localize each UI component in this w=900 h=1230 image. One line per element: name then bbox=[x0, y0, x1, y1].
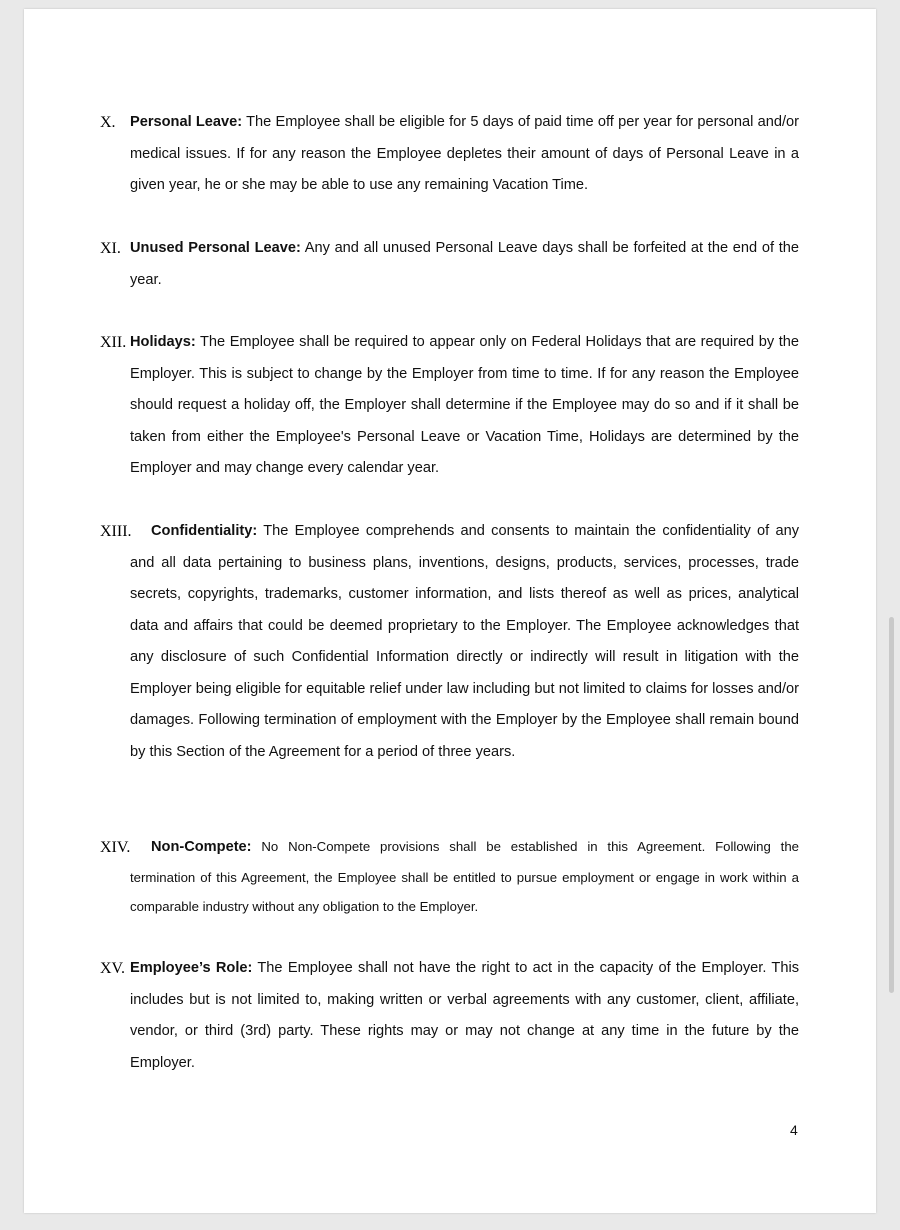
section-title: Non-Compete: bbox=[151, 839, 252, 855]
page-number: 4 bbox=[790, 1122, 798, 1138]
scrollbar-thumb[interactable] bbox=[889, 617, 894, 993]
section-body bbox=[130, 516, 799, 768]
section-body bbox=[130, 107, 799, 202]
section-numeral: X. bbox=[100, 114, 116, 131]
section-title: Confidentiality: bbox=[151, 523, 258, 539]
section-title: Holidays: bbox=[130, 334, 196, 350]
section-body bbox=[130, 953, 799, 1079]
section-text: The Employee shall not have the right to act in the capacity of the Employer. This includes but is not limited to, making written or verbal agreements with any customer, client, affiliate, vendor, or third (3rd) party. These rights may or may not change at any time in the future by the Employer. bbox=[130, 960, 799, 1071]
section-text: The Employee shall be required to appear only on Federal Holidays that are required by the Employer. This is subject to change by the Employer from time to time. If for any reason the Employee should request a holiday off, the Employer shall determine if the Employee may do so and if it shall be taken from either the Employee's Personal Leave or Vacation Time, Holidays are determined by the Employer and may change every calendar year. bbox=[130, 334, 799, 476]
section-text: The Employee comprehends and consents to maintain the confidentiality of any and all data pertaining to business plans, inventions, designs, products, services, processes, trade secrets, copyrights, trademarks, customer information, and lists thereof as well as prices, analytical data and affairs that could be deemed proprietary to the Employer. The Employee acknowledges that any disclosure of such Confidential Information directly or indirectly will result in litigation with the Employer being eligible for equitable relief under law including but not limited to claims for losses and/or damages. Following termination of employment with the Employer by the Employee shall remain bound by this Section of the Agreement for a period of three years. bbox=[130, 523, 799, 760]
vertical-scrollbar[interactable] bbox=[887, 0, 895, 1230]
section-text: Any and all unused Personal Leave days shall be forfeited at the end of the year. bbox=[130, 240, 799, 288]
section-title: Personal Leave: bbox=[130, 114, 243, 130]
section-title: Employee’s Role: bbox=[130, 960, 253, 976]
section-title: Unused Personal Leave: bbox=[130, 240, 301, 256]
section-numeral: XI. bbox=[100, 240, 121, 257]
section-body bbox=[130, 832, 799, 922]
section-numeral: XIII. bbox=[100, 523, 132, 540]
section-text: No Non-Compete provisions shall be established in this Agreement. Following the termination of this Agreement, the Employee shall be entitled to pursue employment or engage in work within a comparable industry without any obligation to the Employer. bbox=[130, 839, 799, 914]
section-body bbox=[130, 327, 799, 485]
section-numeral: XII. bbox=[100, 334, 127, 351]
section-text: The Employee shall be eligible for 5 days of paid time off per year for personal and/or medical issues. If for any reason the Employee depletes their amount of days of Personal Leave in a given year, he or she may be able to use any remaining Vacation Time. bbox=[130, 114, 799, 193]
section-numeral: XIV. bbox=[100, 839, 131, 856]
section-numeral: XV. bbox=[100, 960, 126, 977]
document-page bbox=[24, 9, 876, 1213]
section-body bbox=[130, 233, 799, 296]
